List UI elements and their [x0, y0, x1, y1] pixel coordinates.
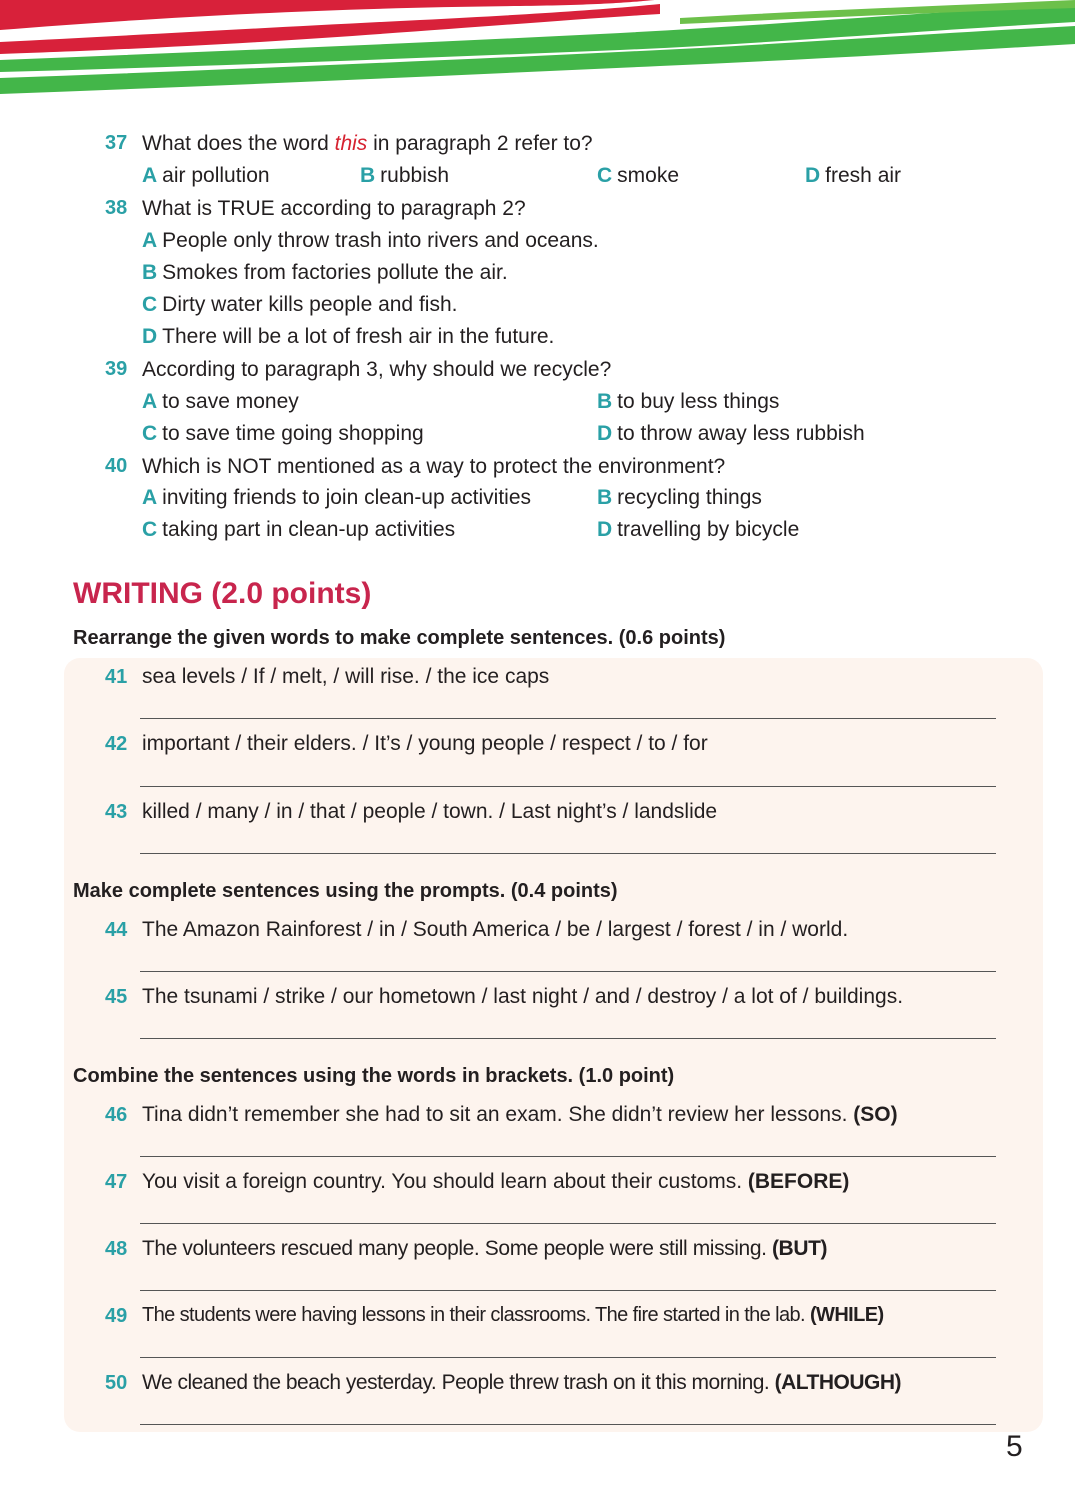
- question-text: [142, 1304, 884, 1327]
- question-text: [142, 131, 593, 157]
- answer-line[interactable]: [140, 1424, 996, 1425]
- option-text: There will be a lot of fresh air in the future.: [162, 325, 555, 348]
- option-c[interactable]: [142, 518, 455, 542]
- option-b[interactable]: [360, 164, 449, 188]
- answer-line[interactable]: [140, 1156, 996, 1157]
- answer-line[interactable]: [140, 718, 996, 719]
- answer-line[interactable]: [140, 786, 996, 787]
- option-c[interactable]: [597, 164, 679, 188]
- option-letter: D: [142, 325, 158, 348]
- option-letter: C: [597, 164, 613, 187]
- question-number: 49: [105, 1305, 128, 1327]
- question-text-part: in paragraph 2 refer to?: [367, 132, 593, 155]
- question-number: 43: [105, 801, 128, 823]
- instruction: Make complete sentences using the prompts. (0.4 points): [73, 880, 618, 902]
- question-text: [142, 1103, 898, 1127]
- question-sentence: The volunteers rescued many people. Some people were still missing.: [142, 1237, 767, 1260]
- option-letter: B: [142, 261, 158, 284]
- option-d[interactable]: [142, 325, 554, 349]
- instruction: Combine the sentences using the words in brackets. (1.0 point): [73, 1065, 675, 1087]
- question-text: Which is NOT mentioned as a way to protect the environment?: [142, 455, 726, 478]
- question-number: 50: [105, 1372, 128, 1394]
- question-text: The tsunami / strike / our hometown / last night / and / destroy / a lot of / buildings.: [142, 985, 904, 1008]
- question-text: [142, 1170, 849, 1194]
- question-text: According to paragraph 3, why should we recycle?: [142, 358, 612, 381]
- option-text: Dirty water kills people and fish.: [162, 293, 458, 316]
- option-a[interactable]: [142, 229, 599, 253]
- answer-line[interactable]: [140, 853, 996, 854]
- question-text: [142, 1371, 901, 1395]
- option-letter: A: [142, 390, 158, 413]
- option-text: to buy less things: [617, 390, 780, 413]
- question-text: The Amazon Rainforest / in / South America / be / largest / forest / in / world.: [142, 918, 849, 941]
- answer-line[interactable]: [140, 1223, 996, 1224]
- question-text-part: What does the word: [142, 132, 335, 155]
- option-a[interactable]: [142, 164, 270, 188]
- answer-line[interactable]: [140, 971, 996, 972]
- option-text: travelling by bicycle: [617, 518, 800, 541]
- question-text: [142, 1237, 827, 1261]
- question-sentence: We cleaned the beach yesterday. People threw trash on it this morning.: [142, 1371, 770, 1394]
- header-banner: [0, 0, 1075, 110]
- option-letter: D: [805, 164, 821, 187]
- option-text: air pollution: [162, 164, 270, 187]
- question-text: What is TRUE according to paragraph 2?: [142, 197, 526, 220]
- option-letter: A: [142, 164, 158, 187]
- option-d[interactable]: [597, 422, 865, 446]
- question-number: 44: [105, 919, 128, 941]
- answer-line[interactable]: [140, 1357, 996, 1358]
- option-text: inviting friends to join clean-up activities: [162, 486, 532, 509]
- option-letter: C: [142, 293, 158, 316]
- option-a[interactable]: [142, 390, 299, 414]
- option-letter: B: [360, 164, 376, 187]
- bracket-word: (SO): [853, 1103, 898, 1126]
- option-d[interactable]: [805, 164, 901, 188]
- question-text: killed / many / in / that / people / town. / Last night’s / landslide: [142, 800, 718, 823]
- bracket-word: (ALTHOUGH): [774, 1371, 902, 1394]
- page-number: 5: [1006, 1430, 1023, 1463]
- emphasized-word: this: [334, 132, 368, 155]
- option-text: to save time going shopping: [162, 422, 424, 445]
- answer-line[interactable]: [140, 1038, 996, 1039]
- option-text: to save money: [162, 390, 299, 413]
- option-letter: D: [597, 422, 613, 445]
- option-letter: C: [142, 422, 158, 445]
- option-a[interactable]: [142, 486, 531, 510]
- option-text: Smokes from factories pollute the air.: [162, 261, 508, 284]
- option-letter: B: [597, 486, 613, 509]
- question-number: 38: [105, 197, 128, 219]
- bracket-word: (WHILE): [809, 1304, 884, 1326]
- question-sentence: You visit a foreign country. You should learn about their customs.: [142, 1170, 743, 1193]
- option-letter: B: [597, 390, 613, 413]
- option-letter: A: [142, 229, 158, 252]
- option-c[interactable]: [142, 293, 457, 317]
- option-text: People only throw trash into rivers and oceans.: [162, 229, 599, 252]
- option-letter: D: [597, 518, 613, 541]
- option-letter: A: [142, 486, 158, 509]
- question-number: 45: [105, 986, 128, 1008]
- question-number: 39: [105, 358, 128, 380]
- answer-line[interactable]: [140, 1290, 996, 1291]
- option-text: recycling things: [617, 486, 762, 509]
- question-number: 46: [105, 1104, 128, 1126]
- bracket-word: (BUT): [771, 1237, 828, 1260]
- option-text: taking part in clean-up activities: [162, 518, 456, 541]
- question-text: sea levels / If / melt, / will rise. / the ice caps: [142, 665, 550, 688]
- section-title: WRITING (2.0 points): [73, 577, 372, 610]
- option-text: smoke: [617, 164, 680, 187]
- bracket-word: (BEFORE): [747, 1170, 850, 1193]
- option-b[interactable]: [597, 486, 762, 510]
- option-text: to throw away less rubbish: [617, 422, 865, 445]
- question-number: 41: [105, 666, 128, 688]
- question-number: 37: [105, 132, 128, 154]
- question-number: 48: [105, 1238, 128, 1260]
- question-number: 47: [105, 1171, 128, 1193]
- question-sentence: Tina didn’t remember she had to sit an exam. She didn’t review her lessons.: [142, 1103, 848, 1126]
- question-text: important / their elders. / It’s / young people / respect / to / for: [142, 732, 708, 755]
- question-number: 40: [105, 455, 128, 477]
- option-text: rubbish: [380, 164, 450, 187]
- question-sentence: The students were having lessons in their classrooms. The fire started in the lab.: [142, 1304, 806, 1326]
- option-b[interactable]: [597, 390, 779, 414]
- option-letter: C: [142, 518, 158, 541]
- instruction: Rearrange the given words to make complete sentences. (0.6 points): [73, 627, 726, 649]
- option-b[interactable]: [142, 261, 508, 285]
- option-text: fresh air: [825, 164, 902, 187]
- option-d[interactable]: [597, 518, 799, 542]
- question-number: 42: [105, 733, 128, 755]
- option-c[interactable]: [142, 422, 424, 446]
